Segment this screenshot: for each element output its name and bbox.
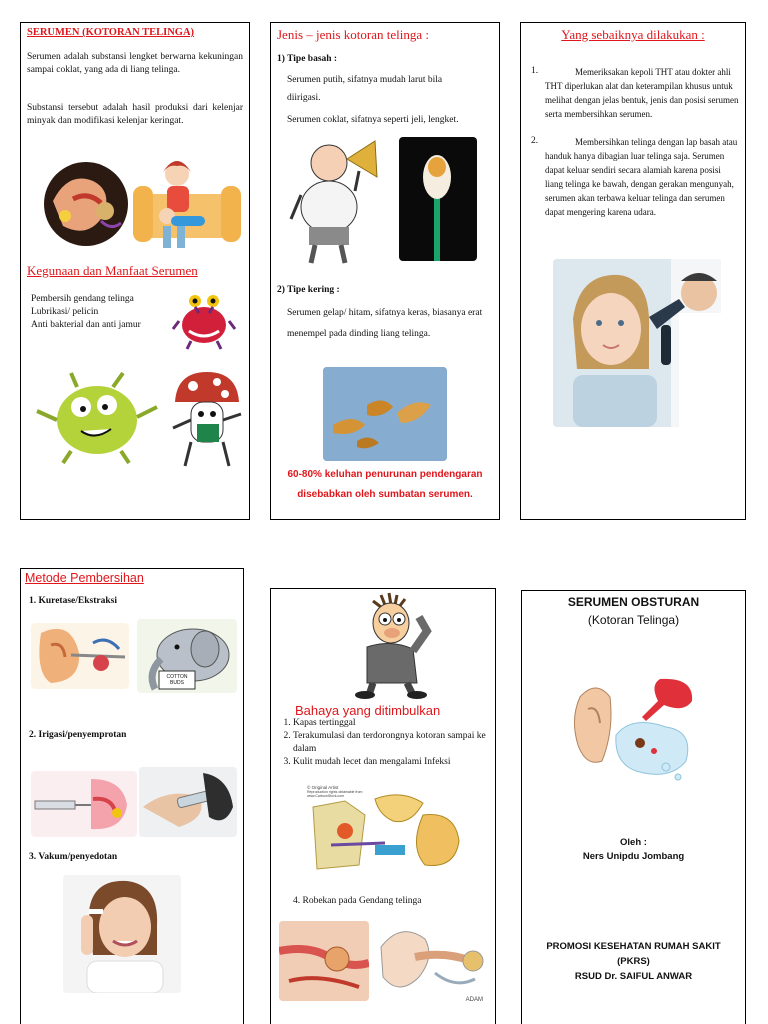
type-wet-desc-2: Serumen coklat, sifatnya seperti jeli, lengket. — [287, 115, 459, 125]
organizer-line-1: PROMOSI KESEHATAN RUMAH SAKIT — [546, 941, 721, 952]
list-item: Membersihkan telinga dengan lap basah atau handuk hanya dibagian luar telinga saja. Serumen dapat keluar sendiri secara alamiah karena posisi liang telinga ke bawah, dengan gerakan mengunyah, serumen akan terbawa keluar telinga dan serumen dapat mengering karena udara. — [545, 137, 738, 217]
type-dry-label: 2) Tipe kering : — [277, 285, 340, 295]
panel-types — [270, 22, 500, 520]
list-item: Anti bakterial dan anti jamur — [31, 320, 141, 330]
intro-paragraph-2: Substansi tersebut adalah hasil produksi dari kelenjar minyak dan modifikasi kelenjar keringat. — [27, 103, 243, 126]
cover-title: SERUMEN OBSTURAN — [567, 595, 700, 609]
list-number: 2. — [531, 136, 539, 146]
doctor-examining-child-photo — [553, 259, 721, 427]
statistic-line-1: 60-80% keluhan penurunan pendengaran — [287, 469, 483, 480]
type-dry-desc: Serumen gelap/ hitam, sifatnya keras, biasanya erat menempel pada dinding liang telinga. — [287, 308, 483, 339]
adam-watermark: ADAM — [465, 997, 483, 1003]
danger-4: 4. Robekan pada Gendang telinga — [293, 896, 422, 906]
ear-canal-diagram — [375, 917, 487, 1005]
mother-child-cartoon — [133, 156, 241, 252]
method-irrigation: 2. Irigasi/penyemprotan — [29, 730, 127, 740]
ear-anatomy-image — [43, 161, 129, 247]
type-wet-label: 1) Tipe basah : — [277, 54, 338, 64]
type-wet-desc-1: Serumen putih, sifatnya mudah larut bila diirigasi. — [287, 75, 443, 103]
list-item: Memeriksakan kepoli THT atau dokter ahli THT diperlukan alat dan keterampilan khusus untuk melihat dengan jelas bentuk, jenis dan posisi serumen serta membersihkan serumen. — [545, 67, 739, 119]
panel-dangers — [270, 588, 496, 1024]
recommendation-1 — [531, 65, 741, 121]
ear-irrigation-diagram — [31, 771, 137, 837]
panel-cover — [521, 590, 746, 1024]
cover-subtitle: (Kotoran Telinga) — [587, 613, 680, 627]
list-item: 1. Kapas tertinggal — [293, 717, 493, 730]
germ-monster-image — [171, 291, 237, 351]
mushroom-character-image — [167, 368, 247, 473]
cartoon-copyright-line-1: © Original Artist — [307, 785, 339, 790]
elephant-sign-text: COTTON BUDS — [166, 674, 188, 686]
eardrum-anatomy-image — [279, 921, 369, 1001]
syringe-photo — [139, 767, 237, 837]
dangers-list — [271, 717, 493, 769]
panel-title: SERUMEN (KOTORAN TELINGA) — [27, 27, 195, 38]
panel-cleaning-methods — [20, 568, 244, 1024]
green-germ-image — [31, 365, 161, 465]
ear-curette-image — [31, 623, 129, 689]
panel-serumen-intro — [20, 22, 250, 520]
benefits-list — [31, 293, 171, 332]
intro-paragraph-1: Serumen adalah substansi lengket berwarna kekuningan sampai coklat, yang ada di liang telinga. — [27, 52, 243, 75]
organizer-line-2: (PKRS) — [617, 956, 650, 967]
cotton-swab-photo — [399, 137, 477, 261]
panel-title: Yang sebaiknya dilakukan : — [561, 27, 705, 42]
list-item: Pembersih gendang telinga — [31, 294, 134, 304]
list-item: 2. Terakumulasi dan terdorongnya kotoran sampai ke dalam — [293, 730, 493, 756]
list-item: Lubrikasi/ pelicin — [31, 307, 99, 317]
method-vacuum: 3. Vakum/penyedotan — [29, 852, 118, 862]
organizer-line-3: RSUD Dr. SAIFUL ANWAR — [574, 971, 693, 982]
ear-bulb-syringe-image — [566, 675, 702, 785]
dry-cerumen-photo — [323, 367, 447, 461]
worried-man-cartoon — [329, 591, 449, 699]
cartoonstock-ear-cartoon — [305, 785, 465, 877]
panel-recommendations — [520, 22, 746, 520]
panel-title: Metode Pembersihan — [25, 571, 144, 585]
by-label: Oleh : — [620, 837, 647, 848]
method-curettage: 1. Kuretase/Ekstraksi — [29, 596, 117, 606]
man-ear-trumpet-image — [283, 135, 383, 265]
statistic-line-2: disebabkan oleh sumbatan serumen. — [297, 489, 473, 500]
author-name: Ners Unipdu Jombang — [582, 851, 685, 862]
benefits-heading: Kegunaan dan Manfaat Serumen — [27, 263, 198, 278]
list-number: 1. — [531, 66, 539, 76]
recommendation-2 — [531, 135, 741, 219]
panel-title: Bahaya yang ditimbulkan — [295, 703, 441, 718]
list-item: 3. Kulit mudah lecet dan mengalami Infeksi — [293, 756, 493, 769]
woman-ear-cleaning-photo — [63, 875, 181, 993]
panel-title: Jenis – jenis kotoran telinga : — [277, 27, 430, 42]
cartoon-copyright-line-2: Reproduction rights obtainable from www.CartoonStock.com — [307, 790, 363, 798]
elephant-cotton-buds-cartoon — [137, 619, 237, 693]
